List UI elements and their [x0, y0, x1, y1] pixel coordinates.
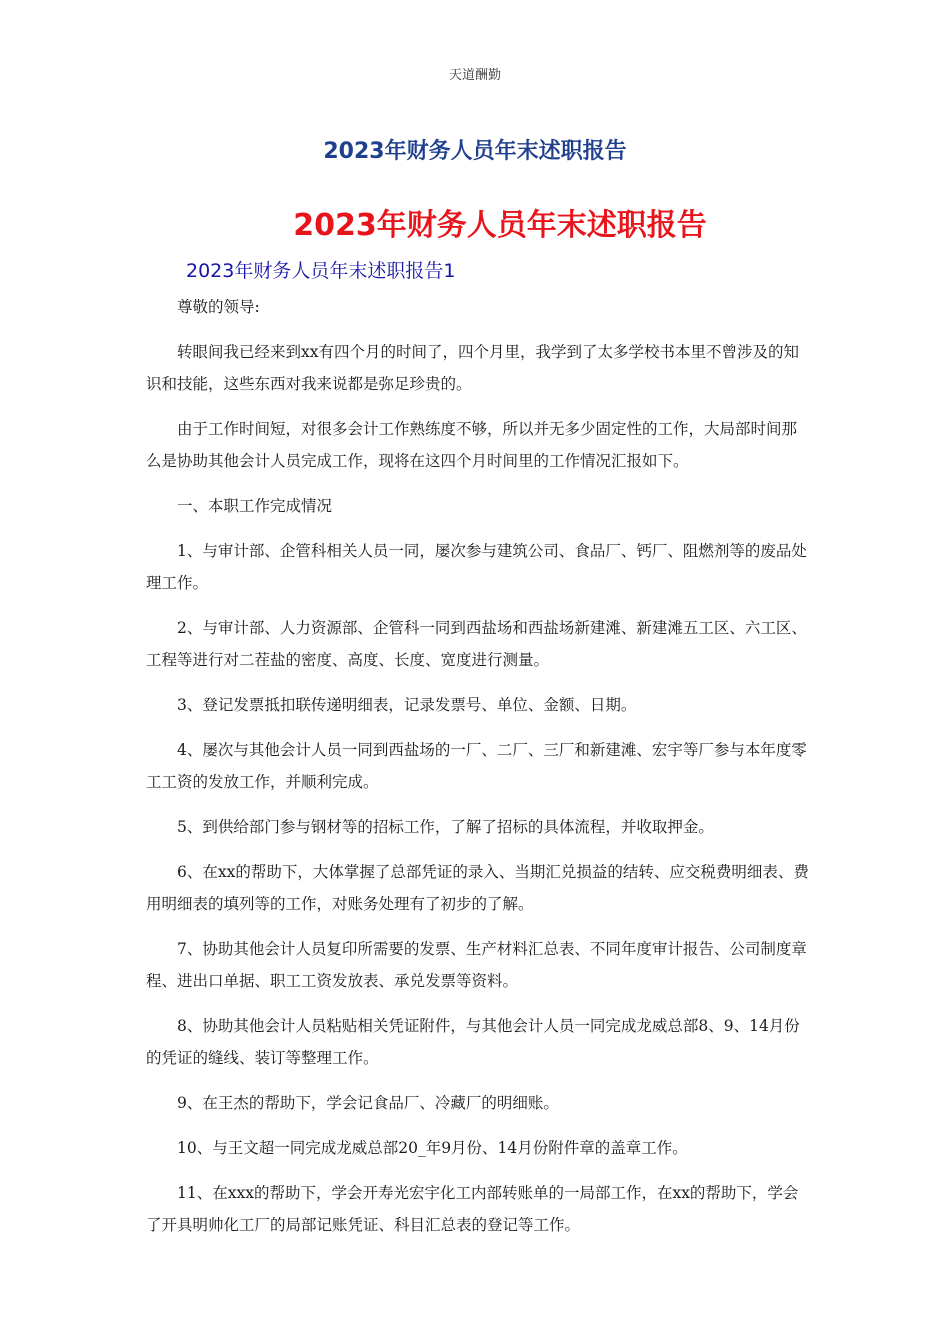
list-item: 5、到供给部门参与钢材等的招标工作，了解了招标的具体流程，并收取押金。 — [177, 818, 714, 836]
list-item: 4、屡次与其他会计人员一同到西盐场的一厂、二厂、三厂和新建滩、宏宇等厂参与本年度零工工资的发放工作，并顺利完成。 — [146, 741, 807, 791]
list-item: 10、与王文超一同完成龙威总部20_年9月份、14月份附件章的盖章工作。 — [177, 1139, 688, 1157]
body-text — [146, 291, 810, 1254]
section-heading: 一、本职工作完成情况 — [177, 497, 333, 515]
list-item: 6、在xx的帮助下，大体掌握了总部凭证的录入、当期汇兑损益的结转、应交税费明细表、费用明细表的填列等的工作，对账务处理有了初步的了解。 — [146, 863, 809, 913]
list-item: 8、协助其他会计人员粘贴相关凭证附件，与其他会计人员一同完成龙威总部8、9、14月份的凭证的缝线、装订等整理工作。 — [146, 1017, 800, 1067]
list-item: 1、与审计部、企管科相关人员一同，屡次参与建筑公司、食品厂、钙厂、阻燃剂等的废品处理工作。 — [146, 542, 807, 592]
paragraph: 转眼间我已经来到xx有四个月的时间了，四个月里，我学到了太多学校书本里不曾涉及的知识和技能，这些东西对我来说都是弥足珍贵的。 — [146, 343, 799, 393]
list-item: 2、与审计部、人力资源部、企管科一同到西盐场和西盐场新建滩、新建滩五工区、六工区、工程等进行对二茬盐的密度、高度、长度、宽度进行测量。 — [146, 619, 807, 669]
page-header: 天道酬勤 — [448, 68, 501, 83]
document-title: 2023年财务人员年末述职报告 — [323, 139, 627, 164]
list-item: 3、登记发票抵扣联传递明细表，记录发票号、单位、金额、日期。 — [177, 696, 637, 714]
salutation: 尊敬的领导: — [177, 298, 260, 316]
section-title: 2023年财务人员年末述职报告1 — [186, 260, 456, 282]
paragraph: 由于工作时间短，对很多会计工作熟练度不够，所以并无多少固定性的工作，大局部时间那么是协助其他会计人员完成工作，现将在这四个月时间里的工作情况汇报如下。 — [146, 420, 798, 470]
list-item: 7、协助其他会计人员复印所需要的发票、生产材料汇总表、不同年度审计报告、公司制度章程、进出口单据、职工工资发放表、承兑发票等资料。 — [146, 940, 807, 990]
list-item: 11、在xxx的帮助下，学会开寿光宏宇化工内部转账单的一局部工作，在xx的帮助下，学会了开具明帅化工厂的局部记账凭证、科目汇总表的登记等工作。 — [146, 1184, 799, 1234]
list-item: 9、在王杰的帮助下，学会记食品厂、冷藏厂的明细账。 — [177, 1094, 559, 1112]
main-title: 2023年财务人员年末述职报告 — [293, 208, 707, 243]
